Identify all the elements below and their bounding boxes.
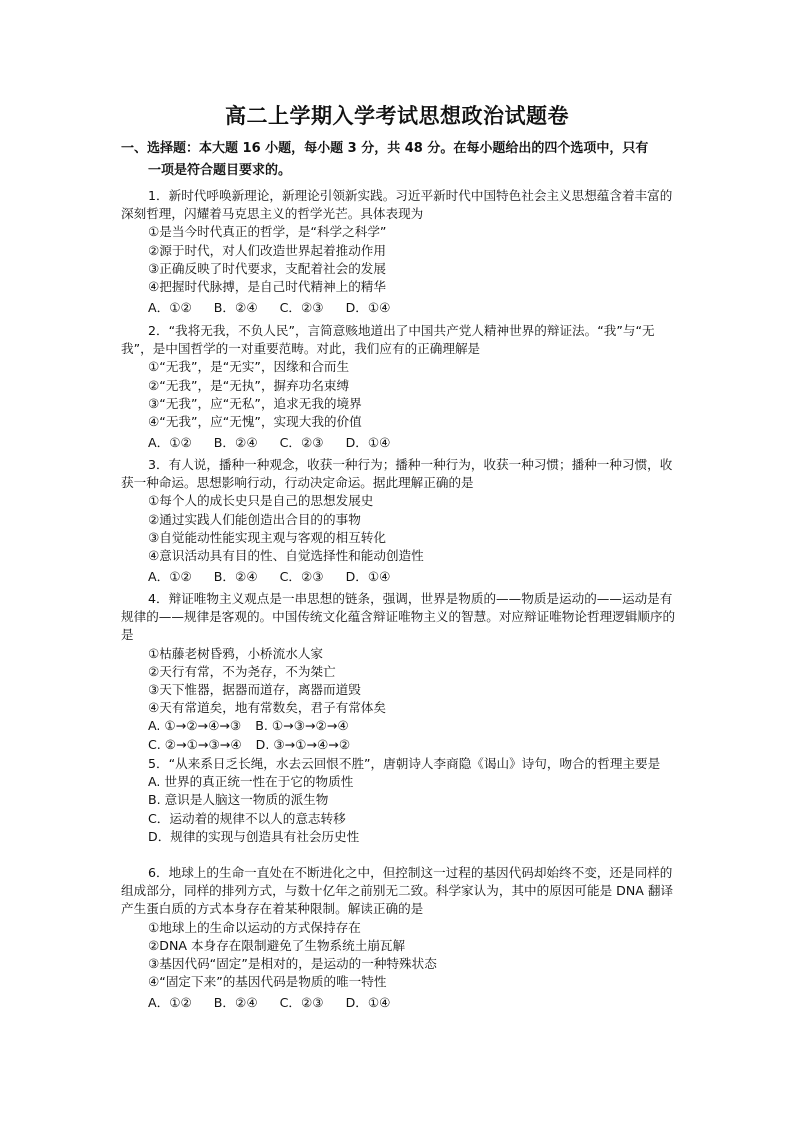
question-6 xyxy=(121,864,681,1013)
question-1 xyxy=(121,187,681,317)
question-option: ②“无我”，是“无执”，摒弃功名束缚 xyxy=(148,377,350,393)
question-option: ④“固定下来”的基因代码是物质的唯一特性 xyxy=(148,974,387,990)
question-option: ④意识活动具有目的性、自觉选择性和能动创造性 xyxy=(148,548,424,564)
section-heading xyxy=(121,138,681,182)
question-option: ③自觉能动性能实现主观与客观的相互转化 xyxy=(148,529,386,545)
question-option: ③正确反映了时代要求，支配着社会的发展 xyxy=(148,260,386,276)
question-option: ④天有常道矣，地有常数矣，君子有常体矣 xyxy=(148,700,386,716)
question-5 xyxy=(121,755,681,846)
question-option: ①枯藤老树昏鸦，小桥流水人家 xyxy=(148,645,324,661)
page-title: 高二上学期入学考试思想政治试题卷 xyxy=(225,103,569,128)
answer-choice: D. ③→①→④→② xyxy=(255,736,351,752)
answer-choice: B. ①→③→②→④ xyxy=(255,718,349,734)
answer-choice: C．②③ xyxy=(279,569,324,585)
answer-choice: D．①④ xyxy=(345,435,391,451)
answer-choice: D．①④ xyxy=(345,569,391,585)
question-option: ③基因代码“固定”是相对的，是运动的一种特殊状态 xyxy=(148,956,437,972)
answer-choice: C．②③ xyxy=(279,995,324,1011)
answer-choice: A．①② xyxy=(148,435,192,451)
question-option: ②通过实践人们能创造出合目的的事物 xyxy=(148,511,361,527)
answer-choices xyxy=(121,434,681,452)
question-option: ②源于时代，对人们改造世界起着推动作用 xyxy=(148,242,386,258)
question-option: ①“无我”，是“无实”，因缘和合而生 xyxy=(148,359,350,375)
question-3 xyxy=(121,456,681,586)
question-option: ①是当今时代真正的哲学，是“科学之科学” xyxy=(148,224,387,240)
question-stem: 5．“从来系日乏长绳，水去云回恨不胜”，唐朝诗人李商隐《谒山》诗句，吻合的哲理主要是 xyxy=(148,756,661,771)
question-option: ③“无我”，应“无私”，追求无我的境界 xyxy=(148,395,362,411)
answer-choice: C．②③ xyxy=(279,435,324,451)
section-heading-line2: 一项是符合题目要求的。 xyxy=(148,163,292,178)
question-4 xyxy=(121,590,681,754)
question-stem: 6．地球上的生命一直处在不断进化之中，但控制这一过程的基因代码却始终不变，还是同样的组成部分，同样的排列方式，与数十亿年之前别无二致。科学家认为，其中的原因可能是 DNA 翻译产生蛋白质的方式本身存在着某种限制。解读正确的是 xyxy=(121,865,674,917)
answer-choice: A. ①→②→④→③ xyxy=(148,718,242,734)
answer-choice: C．②③ xyxy=(279,300,324,316)
answer-choice: B．②④ xyxy=(213,300,258,316)
answer-choice: B．②④ xyxy=(213,569,258,585)
section-heading-line1: 一、选择题：本大题 16 小题，每小题 3 分，共 48 分。在每小题给出的四个选项中，只有 xyxy=(121,141,649,156)
answer-choices xyxy=(121,717,681,735)
question-option: A. 世界的真正统一性在于它的物质性 xyxy=(148,774,354,790)
answer-choice: D．①④ xyxy=(345,300,391,316)
question-option: ④把握时代脉搏，是自己时代精神上的精华 xyxy=(148,279,386,295)
answer-choice: A．①② xyxy=(148,569,192,585)
question-option: ②DNA 本身存在限制避免了生物系统土崩瓦解 xyxy=(148,937,406,953)
question-option: C．运动着的规律不以人的意志转移 xyxy=(148,810,346,826)
answer-choice: B．②④ xyxy=(213,995,258,1011)
answer-choice: A．①② xyxy=(148,300,192,316)
answer-choices xyxy=(121,994,681,1012)
answer-choices xyxy=(121,736,681,754)
answer-choice: B．②④ xyxy=(213,435,258,451)
question-option: ①每个人的成长史只是自己的思想发展史 xyxy=(148,493,374,509)
question-stem: 1．新时代呼唤新理论，新理论引领新实践。习近平新时代中国特色社会主义思想蕴含着丰富的深刻哲理，闪耀着马克思主义的哲学光芒。具体表现为 xyxy=(121,188,673,222)
question-2 xyxy=(121,322,681,452)
question-stem: 2．“我将无我，不负人民”，言简意赅地道出了中国共产党人精神世界的辩证法。“我”与“无我”，是中国哲学的一对重要范畴。对此，我们应有的正确理解是 xyxy=(121,323,655,357)
question-option: ④“无我”，应“无愧”，实现大我的价值 xyxy=(148,414,362,430)
answer-choices xyxy=(121,568,681,586)
answer-choice: C. ②→①→③→④ xyxy=(148,736,242,752)
question-option: ①地球上的生命以运动的方式保持存在 xyxy=(148,919,361,935)
question-option: ③天下惟器，据器而道存，离器而道毁 xyxy=(148,682,361,698)
answer-choice: D．①④ xyxy=(345,995,391,1011)
question-option: D．规律的实现与创造具有社会历史性 xyxy=(148,828,360,844)
question-option: ②天行有常，不为尧存，不为桀亡 xyxy=(148,663,336,679)
question-stem: 3．有人说，播种一种观念，收获一种行为；播种一种行为，收获一种习惯；播种一种习惯，收获一种命运。思想影响行动，行动决定命运。据此理解正确的是 xyxy=(121,457,673,491)
answer-choices xyxy=(121,299,681,317)
answer-choice: A．①② xyxy=(148,995,192,1011)
question-option: B. 意识是人脑这一物质的派生物 xyxy=(148,792,329,808)
question-stem: 4．辩证唯物主义观点是一串思想的链条，强调，世界是物质的——物质是运动的——运动是有规律的——规律是客观的。中国传统文化蕴含辩证唯物主义的智慧。对应辩证唯物论哲理逻辑顺序的是 xyxy=(121,591,676,643)
